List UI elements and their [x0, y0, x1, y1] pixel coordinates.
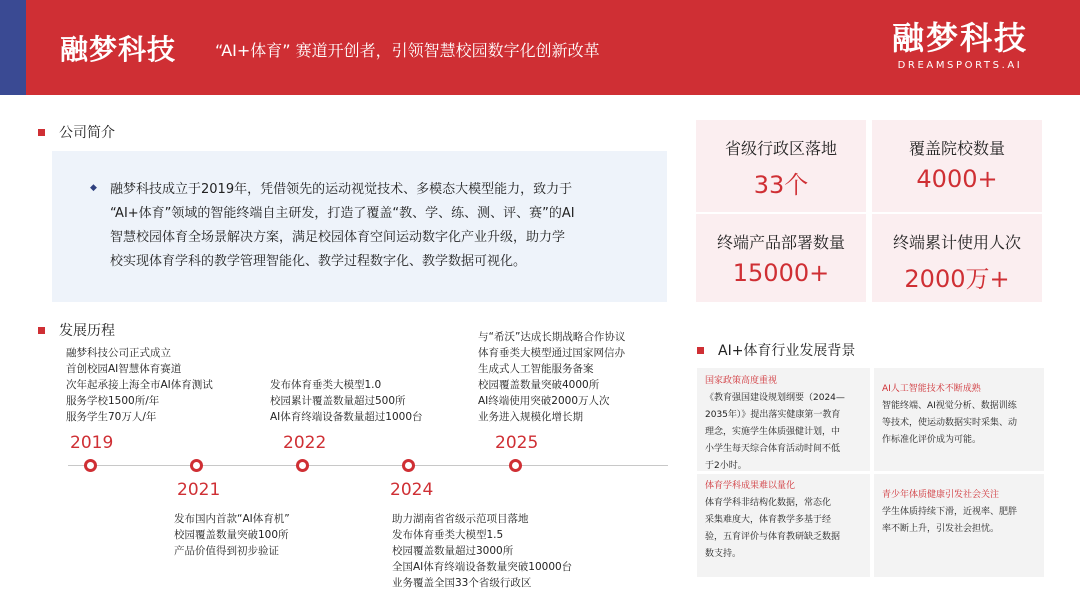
- milestone-line: 全国AI体育终端设备数量突破10000台: [392, 561, 573, 573]
- background-box-heading: 体育学科成果难以量化: [705, 481, 796, 491]
- year-label-2019: 2019: [70, 433, 114, 453]
- milestone-line: 校园累计覆盖数量超过500所: [270, 395, 406, 407]
- milestone-line: 发布体育垂类大模型1.0: [270, 379, 382, 391]
- stat-card: [872, 120, 1042, 212]
- year-label-2025: 2025: [495, 433, 539, 453]
- year-label-2024: 2024: [390, 480, 434, 500]
- timeline-axis: [68, 465, 668, 466]
- milestone-line: 发布体育垂类大模型1.5: [392, 529, 504, 541]
- milestone-2024: [392, 511, 572, 591]
- background-box-body: [705, 495, 862, 563]
- header-slogan: “AI+体育” 赛道开创者，引领智慧校园数字化创新改革: [215, 41, 600, 60]
- timeline-dot: [509, 459, 522, 472]
- header-bar: [0, 0, 1080, 95]
- milestone-2022: [270, 377, 423, 425]
- milestone-line: 校园覆盖数量突破100所: [174, 529, 289, 541]
- stat-value: 2000万+: [904, 265, 1010, 293]
- history-heading-text: 发展历程: [59, 323, 115, 339]
- milestone-line: 服务学校1500所/年: [66, 395, 160, 407]
- milestone-line: 产品价值得到初步验证: [174, 545, 279, 557]
- background-box-body: [882, 398, 1036, 449]
- intro-line: “AI+体育”领域的智能终端自主研发，打造了覆盖“教、学、练、测、评、赛”的AI: [110, 206, 575, 221]
- background-heading: [697, 340, 855, 360]
- background-box: [874, 474, 1044, 577]
- body-line: 《教育强国建设规划纲要（2024—: [705, 393, 845, 403]
- intro-text: [110, 178, 635, 274]
- timeline-dot: [84, 459, 97, 472]
- timeline-dot: [402, 459, 415, 472]
- stat-value: 15000+: [732, 259, 830, 287]
- body-line: 学生体质持续下滑，近视率、肥胖: [882, 507, 1018, 517]
- milestone-2019: [66, 345, 213, 425]
- timeline-dot: [190, 459, 203, 472]
- milestone-line: 生成式人工智能服务备案: [478, 363, 594, 375]
- brand-title: 融梦科技: [60, 33, 177, 66]
- header-accent-bar: [0, 0, 26, 95]
- logo-chinese: 融梦科技: [891, 19, 1028, 57]
- milestone-line: AI终端使用突破2000万人次: [478, 395, 610, 407]
- milestone-line: 发布国内首款“AI体育机”: [174, 513, 290, 525]
- body-line: 率不断上升，引发社会担忧。: [882, 524, 1000, 534]
- background-box-heading: AI人工智能技术不断成熟: [882, 384, 981, 394]
- background-heading-text: AI+体育行业发展背景: [718, 343, 856, 359]
- milestone-2025: [478, 329, 625, 425]
- body-line: 于2小时。: [705, 461, 747, 471]
- milestone-line: 次年起承接上海全市AI体育测试: [66, 379, 213, 391]
- intro-heading: [38, 122, 115, 142]
- year-label-2022: 2022: [283, 433, 327, 453]
- background-box-heading: 青少年体质健康引发社会关注: [882, 490, 1000, 500]
- stat-card: [696, 120, 866, 212]
- body-line: 数支持。: [705, 549, 742, 559]
- intro-heading-text: 公司简介: [59, 125, 115, 141]
- body-line: 验，五育评价与体育教研缺乏数据: [705, 532, 841, 542]
- milestone-line: AI体育终端设备数量超过1000台: [270, 411, 423, 423]
- milestone-line: 业务进入规模化增长期: [478, 411, 583, 423]
- milestone-line: 助力湖南省省级示范项目落地: [392, 513, 529, 525]
- body-line: 小学生每天综合体育活动时间不低: [705, 444, 841, 454]
- milestone-line: 校园覆盖数量突破4000所: [478, 379, 600, 391]
- stat-value: 4000+: [916, 165, 998, 193]
- stat-label: 省级行政区落地: [724, 139, 837, 158]
- company-logo: [892, 18, 1028, 71]
- milestone-line: 融梦科技公司正式成立: [66, 347, 171, 359]
- body-line: 采集难度大，体育教学多基于经: [705, 515, 832, 525]
- body-line: 2035年）》提出落实健康第一教育: [705, 410, 841, 420]
- intro-line: 智慧校园体育全场景解决方案，满足校园体育空间运动数字化产业升级，助力学: [110, 230, 566, 245]
- stat-label: 终端累计使用人次: [892, 233, 1021, 252]
- body-line: 理念，实施学生体质强健计划，中: [705, 427, 841, 437]
- milestone-2021: [174, 511, 290, 559]
- background-box: [874, 368, 1044, 471]
- background-box-body: [705, 390, 862, 475]
- milestone-line: 业务覆盖全国33个省级行政区: [392, 577, 532, 589]
- timeline-dot: [296, 459, 309, 472]
- milestone-line: 首创校园AI智慧体育赛道: [66, 363, 182, 375]
- history-heading: [38, 320, 115, 340]
- milestone-line: 服务学生70万人/年: [66, 411, 157, 423]
- stat-label: 覆盖院校数量: [908, 139, 1005, 158]
- square-bullet-icon: [697, 347, 704, 354]
- intro-line: 融梦科技成立于2019年，凭借领先的运动视觉技术、多模态大模型能力，致力于: [110, 182, 573, 197]
- stat-card: [872, 214, 1042, 302]
- year-label-2021: 2021: [177, 480, 221, 500]
- logo-english: DREAMSPORTS.AI: [897, 60, 1023, 71]
- background-box: [697, 474, 870, 577]
- body-line: 体育学科非结构化数据，常态化: [705, 498, 832, 508]
- diamond-bullet-icon: ◆: [90, 183, 97, 193]
- background-box-body: [882, 504, 1036, 538]
- milestone-line: 与“希沃”达成长期战略合作协议: [478, 331, 626, 343]
- square-bullet-icon: [38, 129, 45, 136]
- body-line: 智能终端、AI视觉分析、数据训练: [882, 401, 1017, 411]
- stat-value: 33个: [753, 171, 809, 199]
- background-box: [697, 368, 870, 471]
- body-line: 作标准化评价成为可能。: [882, 435, 982, 445]
- background-box-heading: 国家政策高度重视: [705, 376, 778, 386]
- intro-line: 校实现体育学科的教学管理智能化、教学过程数字化、教学数据可视化。: [110, 254, 527, 269]
- body-line: 等技术，使运动数据实时采集、动: [882, 418, 1018, 428]
- stat-label: 终端产品部署数量: [716, 233, 845, 252]
- square-bullet-icon: [38, 327, 45, 334]
- stat-card: [696, 214, 866, 302]
- milestone-line: 校园覆盖数量超过3000所: [392, 545, 514, 557]
- milestone-line: 体育垂类大模型通过国家网信办: [478, 347, 625, 359]
